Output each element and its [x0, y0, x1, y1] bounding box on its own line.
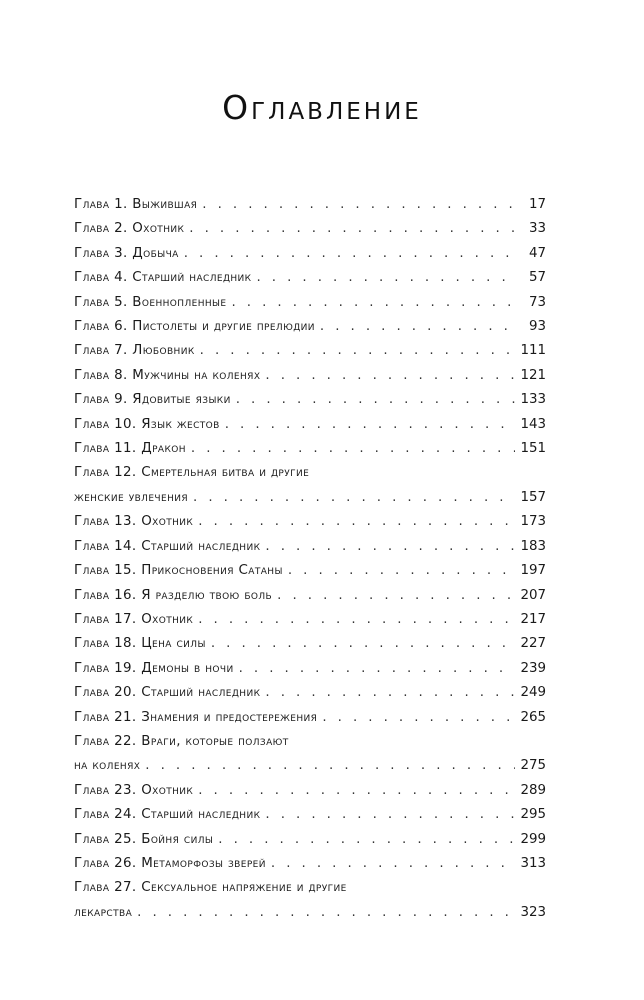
toc-entry-title: Глава 10. Язык жестов: [74, 416, 220, 432]
toc-entry-page-number: 239: [520, 660, 546, 676]
toc-entry: [74, 584, 546, 608]
toc-entry-title: Глава 13. Охотник: [74, 514, 194, 530]
dot-leader: [320, 315, 515, 339]
toc-entry-page-number: 227: [520, 636, 546, 652]
dot-leader: [231, 291, 515, 315]
toc-entry-title: Глава 2. Охотник: [74, 221, 185, 237]
toc-entry-page-number: 289: [520, 782, 546, 798]
toc-entry-page-number: 249: [520, 685, 546, 701]
toc-entry-title: Глава 23. Охотник: [74, 782, 194, 798]
toc-entry: [74, 559, 546, 583]
toc-entry-title: Глава 5. Военнопленные: [74, 294, 227, 310]
toc-entry: [74, 388, 546, 412]
dot-leader: [200, 339, 515, 363]
toc-entry-title-line-1: Глава 12. Смертельная битва и другие: [74, 465, 310, 481]
toc-entry: [74, 242, 546, 266]
toc-entry-page-number: 323: [520, 904, 546, 920]
dot-leader: [265, 681, 515, 705]
toc-entry: [74, 876, 546, 925]
toc-entry-page-number: 133: [520, 392, 546, 408]
toc-entry-title: Глава 14. Старший наследник: [74, 538, 261, 554]
toc-entry-page-number: 33: [528, 221, 546, 237]
dot-leader: [198, 510, 515, 534]
toc-entry: [74, 266, 546, 290]
toc-entry: [74, 535, 546, 559]
toc-entry: [74, 803, 546, 827]
dot-leader: [271, 852, 515, 876]
toc-entry-page-number: 17: [528, 197, 546, 212]
toc-entry-title: Глава 11. Дракон: [74, 441, 186, 457]
dot-leader: [288, 559, 515, 583]
toc-entry-title: Глава 3. Добыча: [74, 245, 179, 261]
dot-leader: [265, 364, 515, 388]
dot-leader: [145, 754, 515, 778]
dot-leader: [256, 266, 515, 290]
toc-entry: [74, 730, 546, 779]
toc-entry-title-line-1: Глава 22. Враги, которые ползают: [74, 733, 289, 749]
toc-entry-page-number: 143: [520, 416, 546, 432]
toc-entry: [74, 315, 546, 339]
toc-entry: [74, 461, 546, 510]
toc-entry-title: Глава 15. Прикосновения Сатаны: [74, 563, 283, 579]
toc-entry: [74, 217, 546, 241]
toc-entry-title: Глава 7. Любовник: [74, 343, 195, 359]
dot-leader: [211, 632, 515, 656]
toc-entry-page-number: 151: [520, 441, 546, 457]
toc-entry-title: Глава 18. Цена силы: [74, 636, 206, 652]
toc-entry: [74, 706, 546, 730]
toc-entry-page-number: 93: [528, 319, 546, 335]
toc-entry-title-line-1: Глава 27. Сексуальное напряжение и другие: [74, 880, 347, 896]
toc-entry-page-number: 121: [520, 367, 546, 383]
toc-entry-title: Глава 9. Ядовитые языки: [74, 392, 231, 408]
toc-entry-title: Глава 21. Знамения и предостережения: [74, 709, 318, 725]
toc-entry-page-number: 183: [520, 538, 546, 554]
toc-entry-page-number: 47: [528, 245, 546, 261]
toc-entry-page-number: 197: [520, 563, 546, 579]
toc-entry-title: Глава 8. Мужчины на коленях: [74, 367, 261, 383]
toc-entry-page-number: 73: [528, 294, 546, 310]
toc-entry-title: Глава 16. Я разделю твою боль: [74, 587, 273, 603]
toc-entry-title: Глава 6. Пистолеты и другие прелюдии: [74, 319, 315, 335]
toc-entry-title: Глава 25. Бойня силы: [74, 831, 214, 847]
toc-entry-title: лекарства: [74, 904, 133, 920]
dot-leader: [198, 608, 515, 632]
toc-entry-page-number: 299: [520, 831, 546, 847]
toc-entry-page-number: 57: [528, 270, 546, 286]
toc-entry-page-number: 173: [520, 514, 546, 530]
toc-entry-page-number: 217: [520, 611, 546, 627]
toc-entry: [74, 828, 546, 852]
toc-entry: [74, 681, 546, 705]
toc-entry: [74, 632, 546, 656]
dot-leader: [265, 803, 515, 827]
toc-entry-page-number: 157: [520, 489, 546, 505]
dot-leader: [322, 706, 515, 730]
toc-entry-title: женские увлечения: [74, 489, 189, 505]
toc-entry: [74, 779, 546, 803]
toc-entry-title: Глава 26. Метаморфозы зверей: [74, 855, 266, 871]
dot-leader: [184, 242, 515, 266]
dot-leader: [189, 217, 515, 241]
table-of-contents: [74, 193, 546, 925]
toc-entry-title: Глава 20. Старший наследник: [74, 685, 261, 701]
dot-leader: [236, 388, 515, 412]
toc-entry: [74, 657, 546, 681]
dot-leader: [198, 779, 515, 803]
dot-leader: [265, 535, 515, 559]
dot-leader: [277, 584, 515, 608]
page-title: Оглавление: [222, 88, 422, 127]
dot-leader: [191, 437, 515, 461]
dot-leader: [202, 193, 515, 217]
toc-entry-page-number: 265: [520, 709, 546, 725]
toc-entry: [74, 339, 546, 363]
toc-entry-title: Глава 17. Охотник: [74, 611, 194, 627]
toc-entry-title: Глава 24. Старший наследник: [74, 807, 261, 823]
dot-leader: [239, 657, 515, 681]
toc-entry-title: Глава 19. Демоны в ночи: [74, 660, 234, 676]
toc-entry-page-number: 275: [520, 758, 546, 774]
toc-entry-page-number: 295: [520, 807, 546, 823]
toc-entry-page-number: 111: [520, 343, 546, 359]
dot-leader: [218, 828, 515, 852]
toc-entry-title: Глава 4. Старший наследник: [74, 270, 252, 286]
toc-entry-title: Глава 1. Выжившая: [74, 197, 198, 212]
toc-entry: [74, 364, 546, 388]
toc-entry: [74, 413, 546, 437]
toc-entry-page-number: 207: [520, 587, 546, 603]
dot-leader: [137, 901, 515, 925]
toc-entry: [74, 608, 546, 632]
toc-entry: [74, 437, 546, 461]
toc-entry-title: на коленях: [74, 758, 141, 774]
dot-leader: [193, 486, 515, 510]
toc-entry-page-number: 313: [520, 855, 546, 871]
toc-entry: [74, 852, 546, 876]
toc-entry: [74, 193, 546, 217]
toc-entry: [74, 291, 546, 315]
toc-entry: [74, 510, 546, 534]
dot-leader: [225, 413, 515, 437]
